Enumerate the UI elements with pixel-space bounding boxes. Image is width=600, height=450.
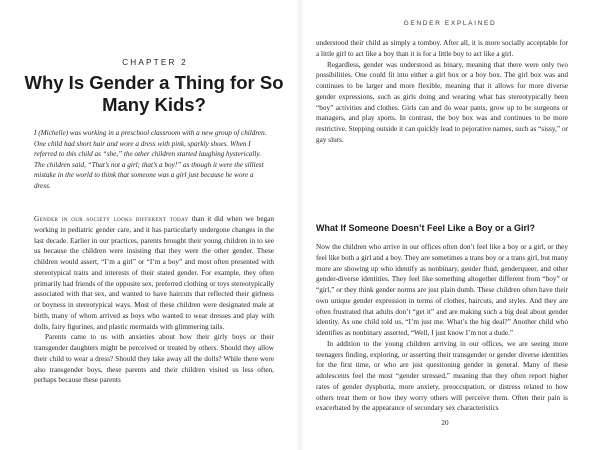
chapter-title: Why Is Gender a Thing for So Many Kids?: [24, 72, 284, 115]
right-body-text-bottom: [316, 242, 568, 414]
body-paragraph: In addition to the young children arriving in our offices, we are seeing more teenagers finding, exploring, or asserting their transgender or gender diverse identities for the first time, or who are just questioning gender in general. Many of these adolescents feel the most “gender stressed,” meaning that they often report higher rates of gender dysphoria, more anxiety, preoccupation, or distress related to how others treat them or how they worry others will perceive them. Often their pain is exacerbated by the appearance of secondary sex characteristics: [316, 339, 568, 413]
section-heading: What If Someone Doesn’t Feel Like a Boy or a Girl?: [316, 223, 536, 233]
body-paragraph: understood their child as simply a tomboy. After all, it is more socially acceptable for a little girl to act like a boy than it is for a little boy to act like a girl.: [316, 39, 568, 58]
body-paragraph: Parents came to us with anxieties about how their girly boys or their transgender daughters might be perceived or treated by others. Should they allow their child to wear a dress? Should they take away all the dolls? While there were also transgender boys, these parents and their children visited us less often, perhaps because these parents: [34, 333, 274, 385]
body-paragraph: [34, 214, 274, 332]
body-paragraph: Regardless, gender was understood as binary, meaning that there were only two possibilities. One could fit into either a girl box or a boy box. The girl box was and continues to be larger and more flexible, meaning that it allows for more diverse gender expressions, such as girls doing and wearing what has stereotypically been “boy” activities and clothes. Girls can and do wear pants, grow up to be surgeons or managers, and play sports. In contrast, the boy box was and continues to be more restrictive. Stepping outside it can quickly lead to pejorative names, such as “sissy,” or gay slurs.: [316, 60, 568, 144]
running-head: GENDER EXPLAINED: [403, 20, 497, 27]
left-body-text: [34, 214, 274, 386]
epigraph: I (Michelle) was working in a preschool classroom with a new group of children. One child had short hair and wore a dress with pink, sparkly shoes. When I referred to this child as “she,” the other children started laughing hysterically. The children said, “That’s not a girl; that’s a boy!” as though it were the silliest mistake in the world to think that someone was a girl just because he wore a dress.: [34, 129, 267, 190]
lead-in: Gender in our society looks different today: [34, 215, 189, 223]
page-number: 20: [441, 419, 449, 427]
paragraph-text: than it did when we began working in pediatric gender care, and it has particularly undergone changes in the last decade. Earlier in our practices, parents brought their young children in to see us because the children were insisting that they were the other gender. These children would assert, “I’m a girl” or “I’m a boy” and most often presented with stereotypical traits and interests of their stated gender. For example, they often primarily had friends of the opposite sex, preferred clothing or toys stereotypically associated with that sex, and wanted to have haircuts that reflected their girlness or boyness in stereotypical ways. Most of these children were designated male at birth, many of whom arrived as boys who wanted to wear dresses and play with dolls, fairy figurines, and plastic mermaids with glimmering tails.: [34, 215, 275, 331]
body-paragraph: Now the children who arrive in our offices often don’t feel like a boy or a girl, or they feel like both a girl and a boy. They are sometimes a trans boy or a trans girl, but many more are showing up who identify as nonbinary, gender fluid, genderqueer, and other gender-diverse identities. They feel like something altogether different from “boy” or “girl,” or they think gender norms are just plain dumb. These children often have their own unique gender expression in terms of clothes, haircuts, and styles. And they are often frustrated that adults don’t “get it” and are making such a big deal about gender identity. As one child told us, “I’m just me. What’s the big deal?” Another child who identifies as nonbinary asserted, “Well, I just know I’m not a dude.”: [316, 243, 568, 337]
chapter-label: CHAPTER 2: [122, 58, 188, 67]
right-body-text-top: [316, 38, 568, 146]
